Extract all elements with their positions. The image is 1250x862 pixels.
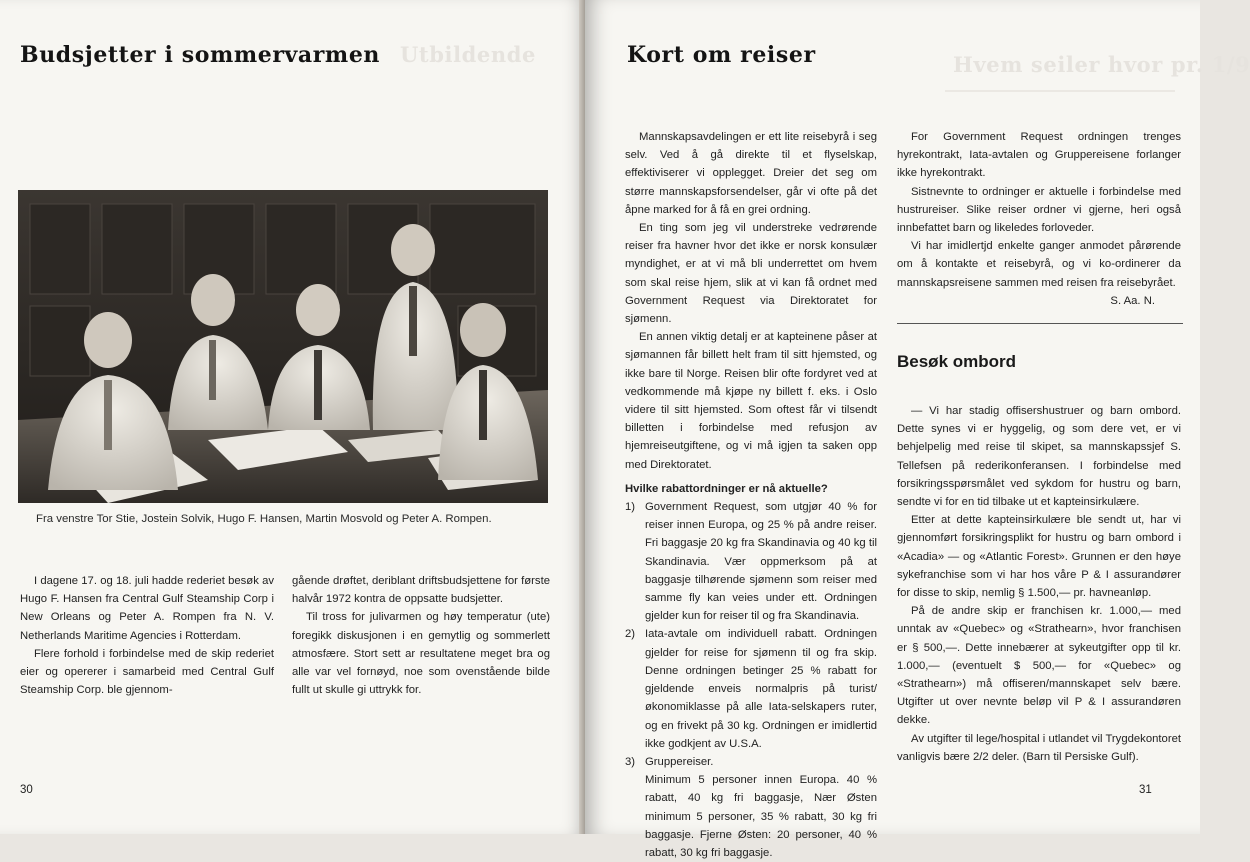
page-number: 30 bbox=[20, 784, 33, 796]
group-photo bbox=[18, 190, 548, 503]
paragraph: Til tross for julivarmen og høy temperatur (ute) foregikk diskusjonen i en gemytlig og sommerlett atmosfære. Stort sett ar resultatene meget bra og alle var vel fornøyd, noe som ovenstående bilde fullt ut skulle gi uttrykk for. bbox=[292, 611, 550, 697]
show-through-text: Hvem seiler hvor pr. 1/9 bbox=[953, 52, 1250, 77]
discount-list bbox=[625, 498, 877, 862]
section-divider bbox=[897, 323, 1183, 324]
section-subhead: Hvilke rabattordninger er nå aktuelle? bbox=[625, 482, 828, 495]
author-signature: S. Aa. N. bbox=[1110, 294, 1155, 307]
list-item bbox=[625, 625, 877, 752]
page-headline: Kort om reiser bbox=[627, 42, 816, 68]
section-headline: Besøk ombord bbox=[897, 352, 1017, 371]
paragraph: På de andre skip er franchisen kr. 1.000,— med unntak av «Quebec» og «Strathearn», hvor franchisen er § 500,—. Dette innebærer at sykeutgifter opp til kr. 1.000,— (eventuelt $ 500,— for «Quebec» og «Strathearn») må offiseren/mannskapet selv bære. Utgifter ut over nevnte beløp vil P & I assurandøren dekke. bbox=[897, 605, 1181, 727]
list-number: 1) bbox=[625, 501, 636, 514]
photo-caption: Fra venstre Tor Stie, Jostein Solvik, Hugo F. Hansen, Martin Mosvold og Peter A. Rompen. bbox=[36, 513, 492, 525]
paragraph: For Government Request ordningen trenges hyrekontrakt, Iata-avtalen og Gruppereisene forlanger ikke hyrekontrakt. bbox=[897, 131, 1181, 180]
paragraph: Etter at dette kapteinsirkulære ble sendt ut, har vi gjennomført forsikringsplikt for hustru og barn ombord i «Acadia» — og «Atlantic Forest». Grunnen er den høye sykefranchise som vi har hos våre P & I assurandører for disse to skip, nemlig § 1.500,— pr. havneanløp. bbox=[897, 514, 1181, 600]
right-page bbox=[585, 0, 1250, 859]
list-number: 2) bbox=[625, 628, 636, 641]
list-number: 3) bbox=[625, 755, 636, 768]
list-text: Gruppereiser. bbox=[645, 755, 714, 768]
list-item bbox=[625, 753, 877, 862]
paragraph: Vi har imidlertjd enkelte ganger anmodet pårørende om å kontakte et reisebyrå, og vi ko-ordinerer da mannskapsreisene sammen med reisen fra reisebyrået. bbox=[897, 240, 1181, 289]
paragraph: I dagene 17. og 18. juli hadde rederiet besøk av Hugo F. Hansen fra Central Gulf Steamship Corp i New Orleans og Peter A. Rompen fra N. V. Netherlands Maritime Agencies i Rotterdam. bbox=[20, 575, 274, 642]
group-photo-five-men-at-table-icon bbox=[18, 190, 548, 503]
paragraph: Av utgifter til lege/hospital i utlandet vil Trygdekontoret vanligvis bære 2/2 deler. (Barn til Persiske Gulf). bbox=[897, 732, 1181, 763]
list-text: Government Request, som utgjør 40 % for reiser innen Europa, og 25 % på andre reiser. Fri baggasje 20 kg fra Skandinavia og 40 kg til Skandinavia. Vær oppmerksom på at baggasje tilhørende sjømenn som reiser med samme fly kan veies under ett. Ordningen gjelder kun for reiser til og fra Skandinavia. bbox=[645, 501, 877, 623]
paragraph: Mannskapsavdelingen er ett lite reisebyrå i seg selv. Ved å gå direkte til et flyselskap, effektiviserer vi opplegget. Dreier det seg om større mannskapsforsendelser, går vi ofte på det åpne marked for å få en grei ordning. bbox=[625, 131, 877, 216]
show-through-rule bbox=[945, 90, 1175, 92]
paragraph: Sistnevnte to ordninger er aktuelle i forbindelse med hustrureiser. Slike reiser ordner vi gjerne, heri også innbefattet barn og likeledes forloveder. bbox=[897, 185, 1181, 235]
article-column-1 bbox=[625, 128, 877, 862]
left-page bbox=[0, 0, 585, 834]
page-headline: Budsjetter i sommervarmen bbox=[20, 42, 381, 68]
paragraph: En annen viktig detalj er at kapteinene påser at sjømannen får billett helt fram til sitt hjemsted, og ikke bare til Norge. Reisen blir ofte fordyret ved at vedkommende må kjøpe ny billett f. eks. i Oslo videre til sitt hjemsted. Som oftest får vi tilsendt billetten i forbindelse med refusjon av hjemreiseutgiftene, og vi må igjen ta saken opp med Direktoratet. bbox=[625, 331, 877, 471]
list-item bbox=[625, 498, 877, 625]
paragraph: Flere forhold i forbindelse med de skip rederiet eier og opererer i samarbeid med Central Gulf Steamship Corp. ble gjennom- bbox=[20, 647, 274, 697]
list-subtext: Minimum 5 personer innen Europa. 40 % rabatt, 40 kg fri baggasje, Nær Østen minimum 5 personer, 35 % rabatt, 30 kg fri baggasje. Fjerne Østen: 20 personer, 40 % rabatt, 30 kg fri baggasje. bbox=[645, 774, 877, 859]
article-column-3 bbox=[897, 402, 1181, 766]
article-column-2 bbox=[897, 128, 1181, 310]
paragraph: gående drøftet, deriblant driftsbudsjettene for første halvår 1972 kontra de oppsatte budsjetter. bbox=[292, 575, 550, 606]
paragraph: — Vi har stadig offisershustruer og barn ombord. Dette synes vi er hyggelig, og som dere vet, er vi behjelpelig med reise til skipet, sa mannskapssjef S. Tellefsen på rederikonferansen. I forbindelse med forsikringsspørsmålet ved sykdom for hustru og barn, sendte vi for en tid tilbake ut et kapteinsirkulære. bbox=[897, 405, 1181, 509]
list-text: Iata-avtale om individuell rabatt. Ordningen gjelder for reise for sjømenn til og fra skip. Denne ordningen betinger 25 % rabatt for gjeldende enveis normalpris på turist/økonomiklasse på alle Iata-selskapers ruter, og en frivekt på 30 kg. Ordningen er imidlertid ikke godkjent av U.S.A. bbox=[645, 628, 877, 750]
paragraph: En ting som jeg vil understreke vedrørende reiser fra havner hvor det ikke er norsk konsulær myndighet, er at vi må bli underrettet om hvem som skal reise hjem, slik at vi kan få ordnet med Government Request via Direktoratet for sjømenn. bbox=[625, 222, 877, 326]
page-number: 31 bbox=[1139, 784, 1152, 796]
article-column-2 bbox=[292, 572, 550, 699]
article-column-1 bbox=[20, 572, 274, 699]
show-through-text: Utbildende bbox=[400, 42, 537, 67]
